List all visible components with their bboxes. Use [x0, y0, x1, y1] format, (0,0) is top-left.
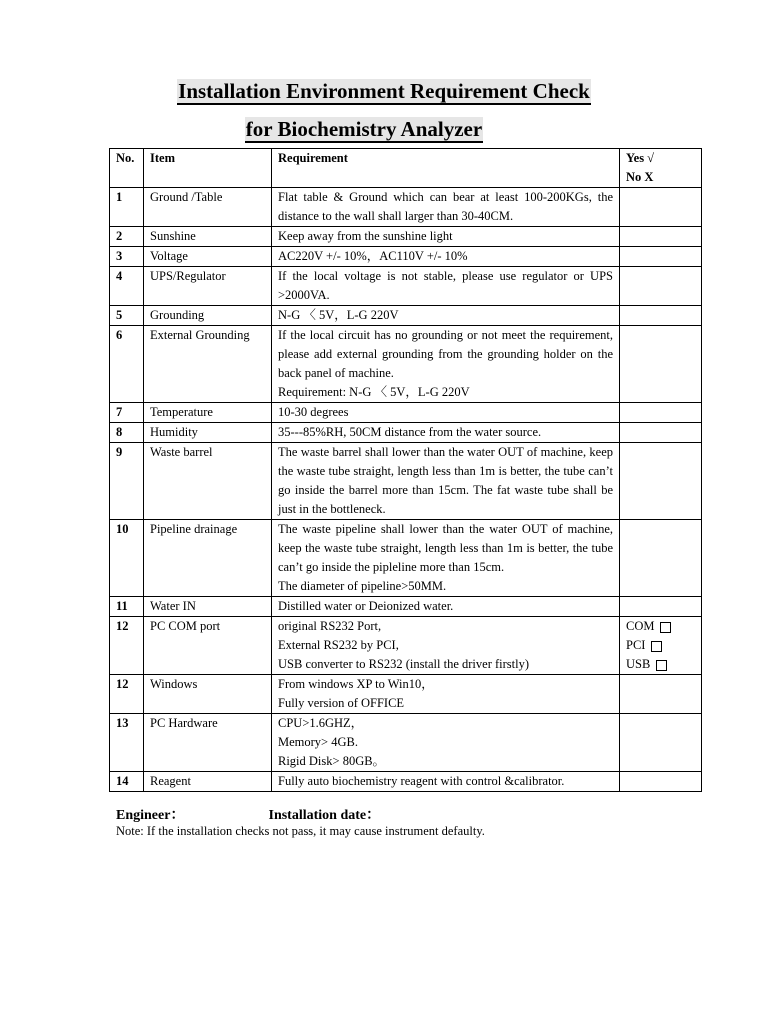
row-check-cell[interactable]	[620, 227, 702, 247]
table-row	[110, 267, 702, 306]
header-no: No.	[110, 149, 144, 188]
row-requirement	[272, 597, 620, 617]
row-item: Reagent	[144, 772, 272, 792]
row-item: Sunshine	[144, 227, 272, 247]
requirement-line: N-G 〈 5V，L-G 220V	[278, 308, 399, 322]
row-requirement	[272, 247, 620, 267]
requirement-line: If the local voltage is not stable, please use regulator or UPS >2000VA.	[278, 269, 613, 302]
row-item: Ground /Table	[144, 188, 272, 227]
table-row	[110, 675, 702, 714]
row-number: 4	[110, 267, 144, 306]
header-yes: Yes √	[626, 151, 655, 165]
check-option	[626, 617, 695, 636]
row-number: 14	[110, 772, 144, 792]
row-check-cell[interactable]	[620, 188, 702, 227]
row-number: 9	[110, 443, 144, 520]
header-requirement: Requirement	[272, 149, 620, 188]
table-row	[110, 520, 702, 597]
document-title-line-1	[0, 79, 768, 103]
requirements-table	[109, 148, 702, 792]
requirement-line: Flat table & Ground which can bear at least 100-200KGs, the distance to the wall shall larger than 30-40CM.	[278, 190, 613, 223]
table-row	[110, 617, 702, 675]
requirement-line: CPU>1.6GHZ，	[278, 716, 364, 730]
row-number: 1	[110, 188, 144, 227]
table-row	[110, 306, 702, 326]
row-requirement	[272, 772, 620, 792]
row-check-cell[interactable]	[620, 675, 702, 714]
document-title-line-2	[0, 117, 748, 141]
requirement-line: Rigid Disk> 80GB。	[278, 754, 386, 768]
requirement-line: If the local circuit has no grounding or not meet the requirement, please add external grounding from the grounding holder on the back panel of machine.	[278, 328, 613, 380]
row-item: Windows	[144, 675, 272, 714]
row-check-cell[interactable]	[620, 520, 702, 597]
requirement-line: Distilled water or Deionized water.	[278, 599, 454, 613]
row-item: Voltage	[144, 247, 272, 267]
checkbox-icon[interactable]	[651, 641, 662, 652]
row-requirement	[272, 188, 620, 227]
table-row	[110, 443, 702, 520]
row-item: Pipeline drainage	[144, 520, 272, 597]
check-option	[626, 636, 695, 655]
row-number: 12	[110, 675, 144, 714]
requirement-line: AC220V +/- 10%，AC110V +/- 10%	[278, 249, 468, 263]
row-requirement	[272, 227, 620, 247]
row-check-cell[interactable]	[620, 617, 702, 675]
table-row	[110, 403, 702, 423]
requirement-line: Fully auto biochemistry reagent with control &calibrator.	[278, 774, 565, 788]
requirement-line: Memory> 4GB.	[278, 735, 358, 749]
row-requirement	[272, 423, 620, 443]
check-option-label: COM	[626, 619, 655, 633]
row-number: 13	[110, 714, 144, 772]
row-requirement	[272, 403, 620, 423]
row-number: 7	[110, 403, 144, 423]
row-requirement	[272, 326, 620, 403]
table-header-row	[110, 149, 702, 188]
note-text: Note: If the installation checks not pass, it may cause instrument defaulty.	[116, 824, 485, 838]
table-row	[110, 423, 702, 443]
requirement-line: 35---85%RH, 50CM distance from the water source.	[278, 425, 542, 439]
row-check-cell[interactable]	[620, 597, 702, 617]
requirement-line: original RS232 Port,	[278, 619, 382, 633]
row-item: Humidity	[144, 423, 272, 443]
row-check-cell[interactable]	[620, 714, 702, 772]
row-item: Water IN	[144, 597, 272, 617]
row-number: 6	[110, 326, 144, 403]
row-requirement	[272, 520, 620, 597]
requirement-line: Requirement: N-G 〈 5V，L-G 220V	[278, 385, 470, 399]
row-item: Grounding	[144, 306, 272, 326]
requirement-line: From windows XP to Win10，	[278, 677, 434, 691]
check-option-label: USB	[626, 657, 651, 671]
row-check-cell[interactable]	[620, 267, 702, 306]
row-item: PC Hardware	[144, 714, 272, 772]
row-check-cell[interactable]	[620, 423, 702, 443]
row-check-cell[interactable]	[620, 247, 702, 267]
requirement-line: Fully version of OFFICE	[278, 696, 405, 710]
row-requirement	[272, 617, 620, 675]
row-number: 3	[110, 247, 144, 267]
requirement-line: External RS232 by PCI,	[278, 638, 399, 652]
requirement-line: USB converter to RS232 (install the driver firstly)	[278, 657, 530, 671]
row-requirement	[272, 443, 620, 520]
table-row	[110, 714, 702, 772]
checkbox-icon[interactable]	[656, 660, 667, 671]
row-check-cell[interactable]	[620, 326, 702, 403]
check-option	[626, 655, 695, 674]
title-line-2-text: for Biochemistry Analyzer	[245, 117, 483, 141]
table-row	[110, 326, 702, 403]
row-check-cell[interactable]	[620, 772, 702, 792]
row-item: Waste barrel	[144, 443, 272, 520]
header-yes-no	[620, 149, 702, 188]
table-row	[110, 227, 702, 247]
row-item: External Grounding	[144, 326, 272, 403]
row-number: 12	[110, 617, 144, 675]
row-number: 5	[110, 306, 144, 326]
row-number: 10	[110, 520, 144, 597]
requirement-line: The diameter of pipeline>50MM.	[278, 579, 447, 593]
row-requirement	[272, 306, 620, 326]
engineer-label: Engineer：	[116, 808, 185, 823]
row-requirement	[272, 675, 620, 714]
row-item: PC COM port	[144, 617, 272, 675]
requirement-line: The waste barrel shall lower than the water OUT of machine, keep the waste tube straight, length less than 1m is better, the tube can’t go inside the barrel more than 15cm. The fat waste tube shall be just in the bottleneck.	[278, 445, 613, 516]
row-requirement	[272, 714, 620, 772]
checkbox-icon[interactable]	[660, 622, 671, 633]
title-line-1-text: Installation Environment Requirement Check	[178, 79, 590, 103]
row-requirement	[272, 267, 620, 306]
check-option-label: PCI	[626, 638, 646, 652]
requirement-line: The waste pipeline shall lower than the water OUT of machine, keep the waste tube straight, length less than 1m is better, the tube can’t go inside the pipleline more than 15cm.	[278, 522, 613, 574]
requirement-line: 10-30 degrees	[278, 405, 349, 419]
table-row	[110, 597, 702, 617]
header-item: Item	[144, 149, 272, 188]
table-row	[110, 772, 702, 792]
row-item: Temperature	[144, 403, 272, 423]
signature-line	[116, 804, 380, 824]
table-body	[110, 188, 702, 792]
row-item: UPS/Regulator	[144, 267, 272, 306]
row-number: 11	[110, 597, 144, 617]
row-check-cell[interactable]	[620, 403, 702, 423]
table-row	[110, 247, 702, 267]
row-check-cell[interactable]	[620, 306, 702, 326]
row-number: 2	[110, 227, 144, 247]
row-check-cell[interactable]	[620, 443, 702, 520]
row-number: 8	[110, 423, 144, 443]
installation-date-label: Installation date：	[268, 808, 381, 823]
requirement-line: Keep away from the sunshine light	[278, 229, 453, 243]
header-no-x: No X	[626, 170, 654, 184]
table-row	[110, 188, 702, 227]
